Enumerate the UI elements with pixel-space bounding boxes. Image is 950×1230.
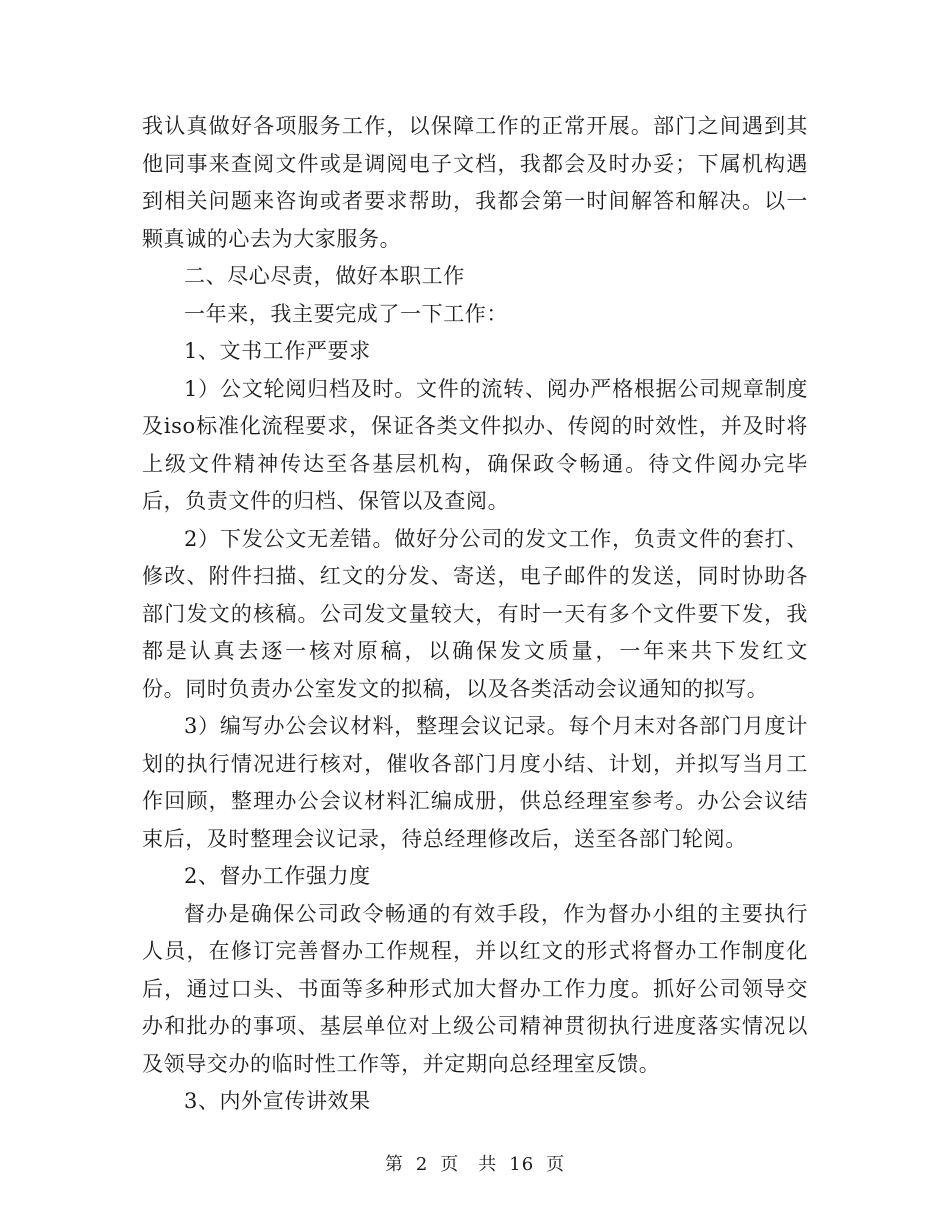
paragraph-item-2: 2）下发公文无差错。做好分公司的发文工作，负责文件的套打、修改、附件扫描、红文的分发、寄送，电子邮件的发送，同时协助各部门发文的核稿。公司发文量较大，有时一天有多个文件要下发，我都是认真去逐一核对原稿，以确保发文质量，一年来共下发红文 份。同时负责办公室发文的拟稿，以及各类活动会议通知的拟写。 bbox=[142, 526, 830, 701]
section-heading-2: 二、尽心尽责，做好本职工作 bbox=[184, 264, 465, 288]
paragraph-intro: 一年来，我主要完成了一下工作： bbox=[184, 301, 508, 326]
paragraph-item-1: 1）公文轮阅归档及时。文件的流转、阅办严格根据公司规章制度及iso标准化流程要求，保证各类文件拟办、传阅的时效性，并及时将上级文件精神传达至各基层机构，确保政令畅通。待文件阅办完毕后，负责文件的归档、保管以及查阅。 bbox=[142, 376, 808, 513]
page-number: 2 bbox=[415, 1154, 429, 1175]
footer-middle: 页 共 bbox=[440, 1154, 498, 1175]
page-footer bbox=[0, 1150, 950, 1176]
subheading-1: 1、文书工作严要求 bbox=[184, 339, 371, 363]
paragraph-1: 我认真做好各项服务工作，以保障工作的正常开展。部门之间遇到其他同事来查阅文件或是调阅电子文档，我都会及时办妥；下属机构遇到相关问题来咨询或者要求帮助，我都会第一时间解答和解决。以一颗真诚的心去为大家服务。 bbox=[142, 114, 808, 251]
footer-suffix: 页 bbox=[546, 1154, 566, 1175]
document-body bbox=[142, 108, 830, 1121]
paragraph-supervision: 督办是确保公司政令畅通的有效手段，作为督办小组的主要执行人员，在修订完善督办工作规程，并以红文的形式将督办工作制度化后，通过口头、书面等多种形式加大督办工作力度。抓好公司领导交办和批办的事项、基层单位对上级公司精神贯彻执行进度落实情况以及领导交办的临时性工作等，并定期向总经理室反馈。 bbox=[142, 901, 808, 1076]
paragraph-item-3: 3）编写办公会议材料，整理会议记录。每个月末对各部门月度计划的执行情况进行核对，催收各部门月度小结、计划，并拟写当月工作回顾，整理办公会议材料汇编成册，供总经理室参考。办公会议结束后，及时整理会议记录，待总经理修改后，送至各部门轮阅。 bbox=[142, 714, 808, 851]
total-pages: 16 bbox=[509, 1154, 535, 1175]
footer-prefix: 第 bbox=[384, 1154, 404, 1175]
subheading-2: 2、督办工作强力度 bbox=[184, 864, 371, 888]
subheading-3: 3、内外宣传讲效果 bbox=[184, 1089, 371, 1113]
